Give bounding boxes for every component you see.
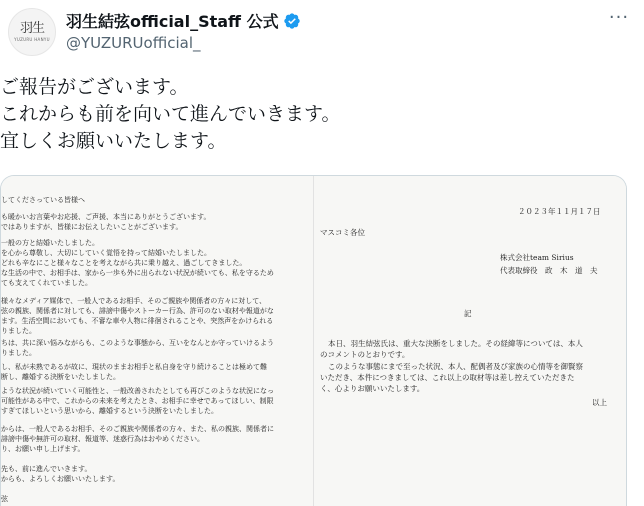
avatar-logo-caption: YUZURU HANYU xyxy=(14,37,50,42)
more-options-button[interactable]: ··· xyxy=(608,7,630,28)
letter-line: も暖かいお言葉やお応援、ご声援、本当にありがとうございます。 xyxy=(1,213,211,221)
tweet-line: ご報告がございます。 xyxy=(0,76,189,98)
notice-heading: 記 xyxy=(464,309,472,318)
letter-line: 先も、前に進んでいきます。 xyxy=(1,465,92,473)
letter-line: を心から尊敬し、大切にしていく覚悟を持って結婚いたしました。 xyxy=(1,249,211,257)
tweet-line: これからも前を向いて進んでいきます。 xyxy=(0,103,341,125)
letter-signature: 弦 xyxy=(1,495,8,503)
notice-body-line: 本日、羽生結弦氏は、重大な決断をしました。その経緯等については、本人 xyxy=(328,339,583,348)
tweet-header xyxy=(0,0,644,70)
notice-company: 株式会社team Sirius xyxy=(500,253,574,262)
letter-line: し、私が未熟であるが故に、現状のままお相手と私自身を守り続けることは極めて難 xyxy=(1,363,267,371)
letter-line: 可能性がある中で、これからの未来を考えたとき、お相手に幸せであってほしい、制限 xyxy=(1,397,274,405)
letter-line: 様々なメディア媒体で、一般人であるお相手、そのご親族や関係者の方々に対して、 xyxy=(1,297,267,305)
notice-recipient: マスコミ各位 xyxy=(320,228,365,237)
notice-body-line: く、心よりお願いいたします。 xyxy=(320,384,425,393)
letter-salutation: してくださっている皆様へ xyxy=(1,196,85,204)
letter-line: ても支えてくれていました。 xyxy=(1,279,92,287)
display-name[interactable] xyxy=(66,9,301,32)
avatar-logo-mark: 羽生 xyxy=(19,21,44,36)
letter-line: 断し、離婚する決断をいたしました。 xyxy=(1,373,120,381)
letter-line: からも、よろしくお願いいたします。 xyxy=(1,475,120,483)
letter-line: り、お願い申し上げます。 xyxy=(1,445,85,453)
letter-line: ます。生活空間においても、不審な車や人物に徘徊されることや、突然声をかけられる xyxy=(1,317,274,325)
user-handle[interactable]: @YUZURUofficial_ xyxy=(66,34,201,52)
letter-page xyxy=(1,176,314,506)
letter-line: ではありますが、皆様にお伝えしたいことがございます。 xyxy=(1,223,183,231)
letter-line: ちは、共に深い悩みながらも、このような事態から、互いをなんとか守っていけるよう xyxy=(1,339,274,347)
letter-line: どれも辛なにこと様々なことを考えながら共に乗り越え、過ごしてきました。 xyxy=(1,259,247,267)
notice-closing: 以上 xyxy=(592,398,607,407)
letter-line: すぎてほしいという思いから、離婚するという決断をいたしました。 xyxy=(1,407,218,415)
verified-badge-icon xyxy=(283,12,301,30)
tweet-text xyxy=(0,74,340,155)
letter-line: 弦の親族、関係者に対しても、誹謗中傷やストーカー行為、許可のない取材や報道がな xyxy=(1,307,274,315)
letter-line: りました。 xyxy=(1,349,36,357)
letter-line: からは、一般人であるお相手、そのご親族や関係者の方々、また、私の親族、関係者に xyxy=(1,425,274,433)
letter-line: ような状況が続いていく可能性と、一般改善されたとしても再びこのような状況になっ xyxy=(1,387,274,395)
letter-line: 誹謗中傷や無許可の取材、報道等、迷惑行為はおやめください。 xyxy=(1,435,204,443)
notice-body-line: このような事態にまで至った状況、本人、配偶者及び家族の心情等を御賢察 xyxy=(328,362,583,371)
notice-body-line: いただき、本件につきましては、これ以上の取材等は差し控えていただきた xyxy=(320,373,575,382)
notice-representative: 代表取締役 政 木 道 夫 xyxy=(500,266,598,275)
tweet-media-image[interactable] xyxy=(0,175,627,506)
tweet-line: 宜しくお願いいたします。 xyxy=(0,130,227,152)
avatar[interactable] xyxy=(8,8,56,56)
letter-line: 一般の方と結婚いたしました。 xyxy=(1,239,99,247)
letter-line: な生活の中で、お相手は、家から一歩も外に出られない状況が続いても、私を守るため xyxy=(1,269,274,277)
notice-page xyxy=(314,176,627,506)
letter-line: りました。 xyxy=(1,327,36,335)
notice-body-line: のコメントのとおりです。 xyxy=(320,350,410,359)
display-name-text[interactable]: 羽生結弦official_Staff 公式 xyxy=(66,12,279,31)
notice-date: ２０２３年１１月１７日 xyxy=(518,207,601,216)
